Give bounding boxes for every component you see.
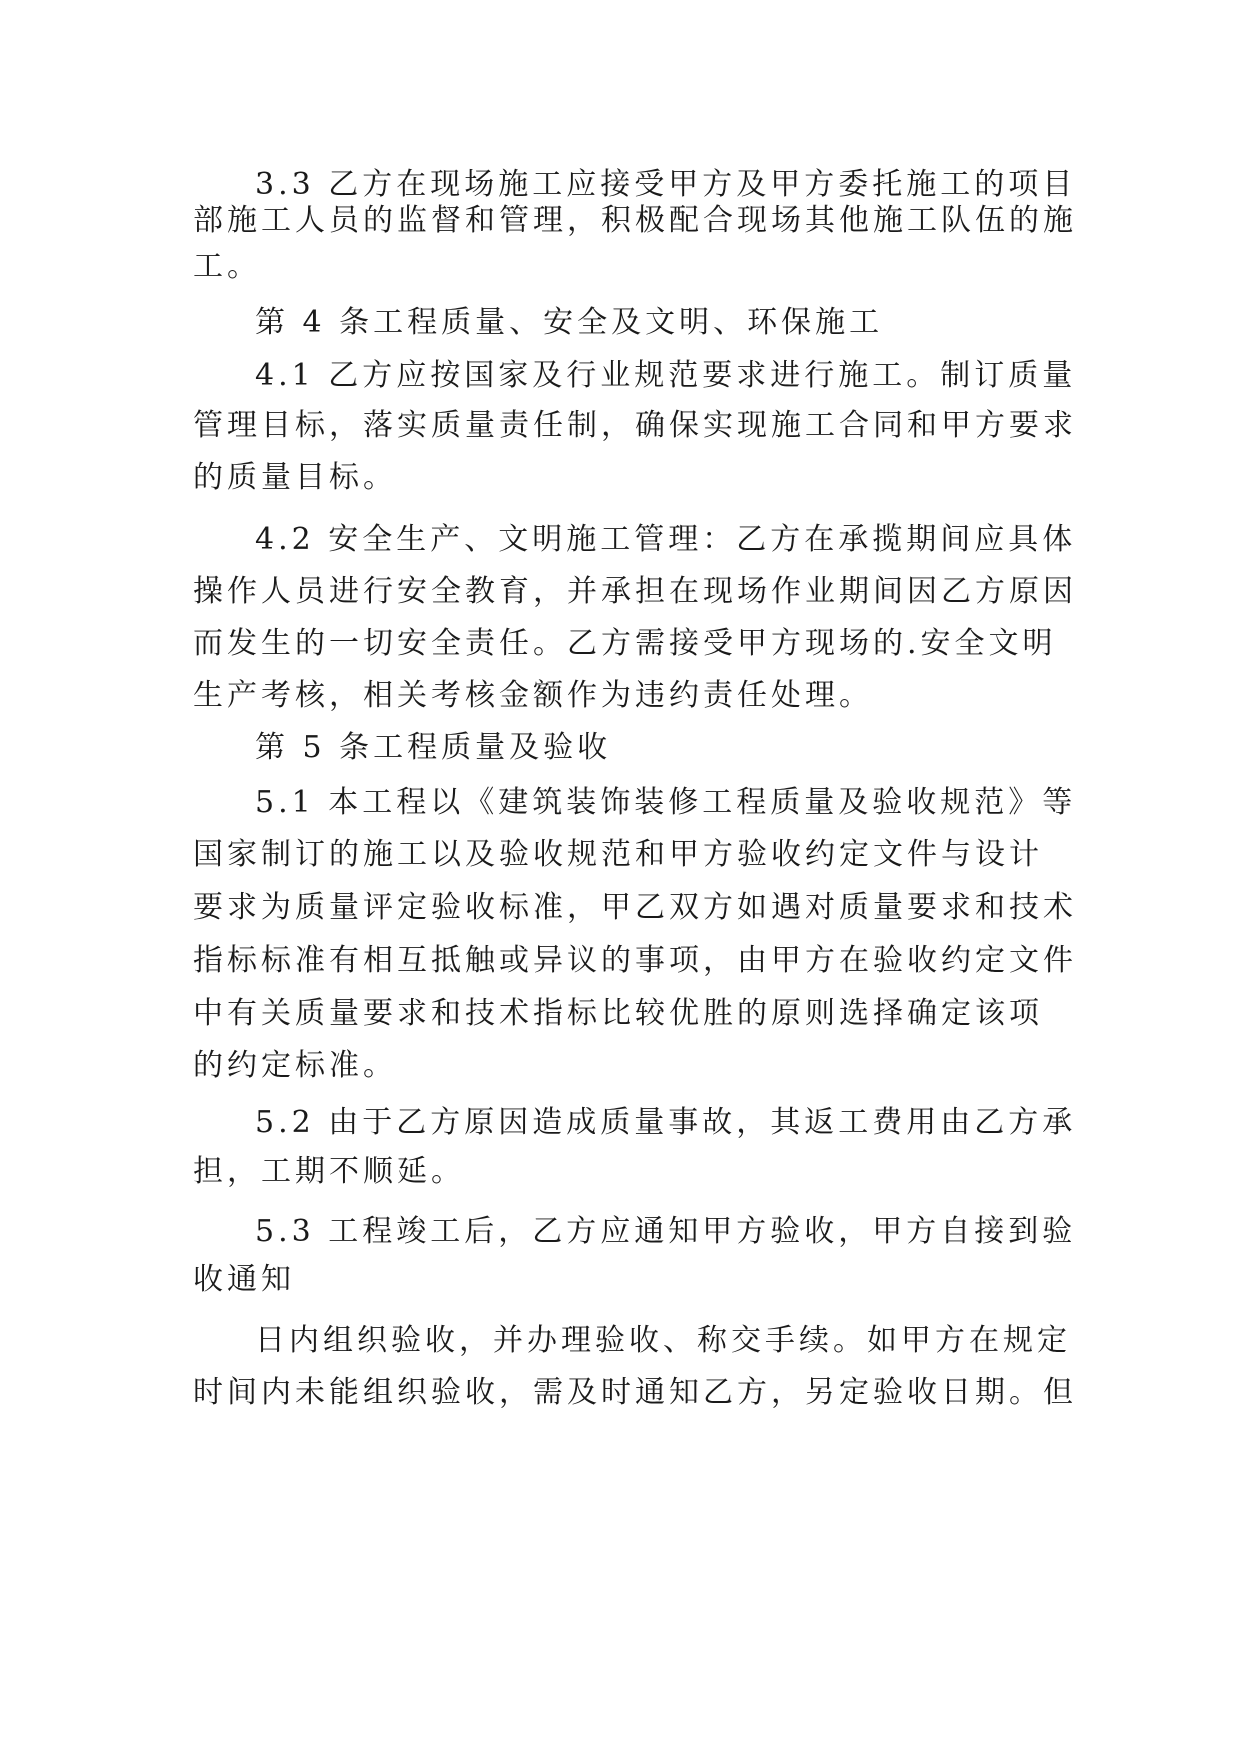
paragraph-3-3-line-2: 部施工人员的监督和管理，积极配合现场其他施工队伍的施: [193, 203, 1077, 238]
paragraph-5-1-line-5: 中有关质量要求和技术指标比较优胜的原则选择确定该项: [193, 996, 1043, 1031]
paragraph-5-1-line-4: 指标标准有相互抵触或异议的事项，由甲方在验收约定文件: [193, 943, 1077, 978]
paragraph-5-1-line-2: 国家制订的施工以及验收规范和甲方验收约定文件与设计: [193, 837, 1043, 872]
paragraph-4-2-line-2: 操作人员进行安全教育，并承担在现场作业期间因乙方原因: [193, 574, 1077, 609]
paragraph-5-1-line-3: 要求为质量评定验收标准，甲乙双方如遇对质量要求和技术: [193, 890, 1077, 925]
paragraph-4-2-line-3: 而发生的一切安全责任。乙方需接受甲方现场的.安全文明: [193, 626, 1057, 661]
paragraph-5-1-line-6: 的约定标准。: [193, 1048, 397, 1083]
paragraph-5-1-line-1: 5.1 本工程以《建筑装饰装修工程质量及验收规范》等: [255, 785, 1077, 820]
section-5-heading: 第 5 条工程质量及验收: [255, 730, 612, 765]
paragraph-3-3-line-1: 3.3 乙方在现场施工应接受甲方及甲方委托施工的项目: [255, 167, 1077, 202]
section-4-heading: 第 4 条工程质量、安全及文明、环保施工: [255, 305, 884, 340]
paragraph-4-1-line-1: 4.1 乙方应按国家及行业规范要求进行施工。制订质量: [255, 358, 1077, 393]
paragraph-4-2-line-1: 4.2 安全生产、文明施工管理：乙方在承揽期间应具体: [255, 522, 1077, 557]
paragraph-4-1-line-2: 管理目标，落实质量责任制，确保实现施工合同和甲方要求: [193, 408, 1077, 443]
paragraph-3-3-line-3: 工。: [193, 249, 261, 284]
paragraph-5-2-line-2: 担，工期不顺延。: [193, 1154, 465, 1189]
paragraph-5-3-line-1: 5.3 工程竣工后，乙方应通知甲方验收，甲方自接到验: [255, 1214, 1077, 1249]
paragraph-4-2-line-4: 生产考核，相关考核金额作为违约责任处理。: [193, 678, 873, 713]
paragraph-4-1-line-3: 的质量目标。: [193, 460, 397, 495]
paragraph-5-3-cont-line-1: 日内组织验收，并办理验收、称交手续。如甲方在规定: [255, 1323, 1071, 1358]
paragraph-5-3-cont-line-2: 时间内未能组织验收，需及时通知乙方，另定验收日期。但: [193, 1375, 1077, 1410]
paragraph-5-3-line-2: 收通知: [193, 1262, 295, 1297]
paragraph-5-2-line-1: 5.2 由于乙方原因造成质量事故，其返工费用由乙方承: [255, 1105, 1077, 1140]
